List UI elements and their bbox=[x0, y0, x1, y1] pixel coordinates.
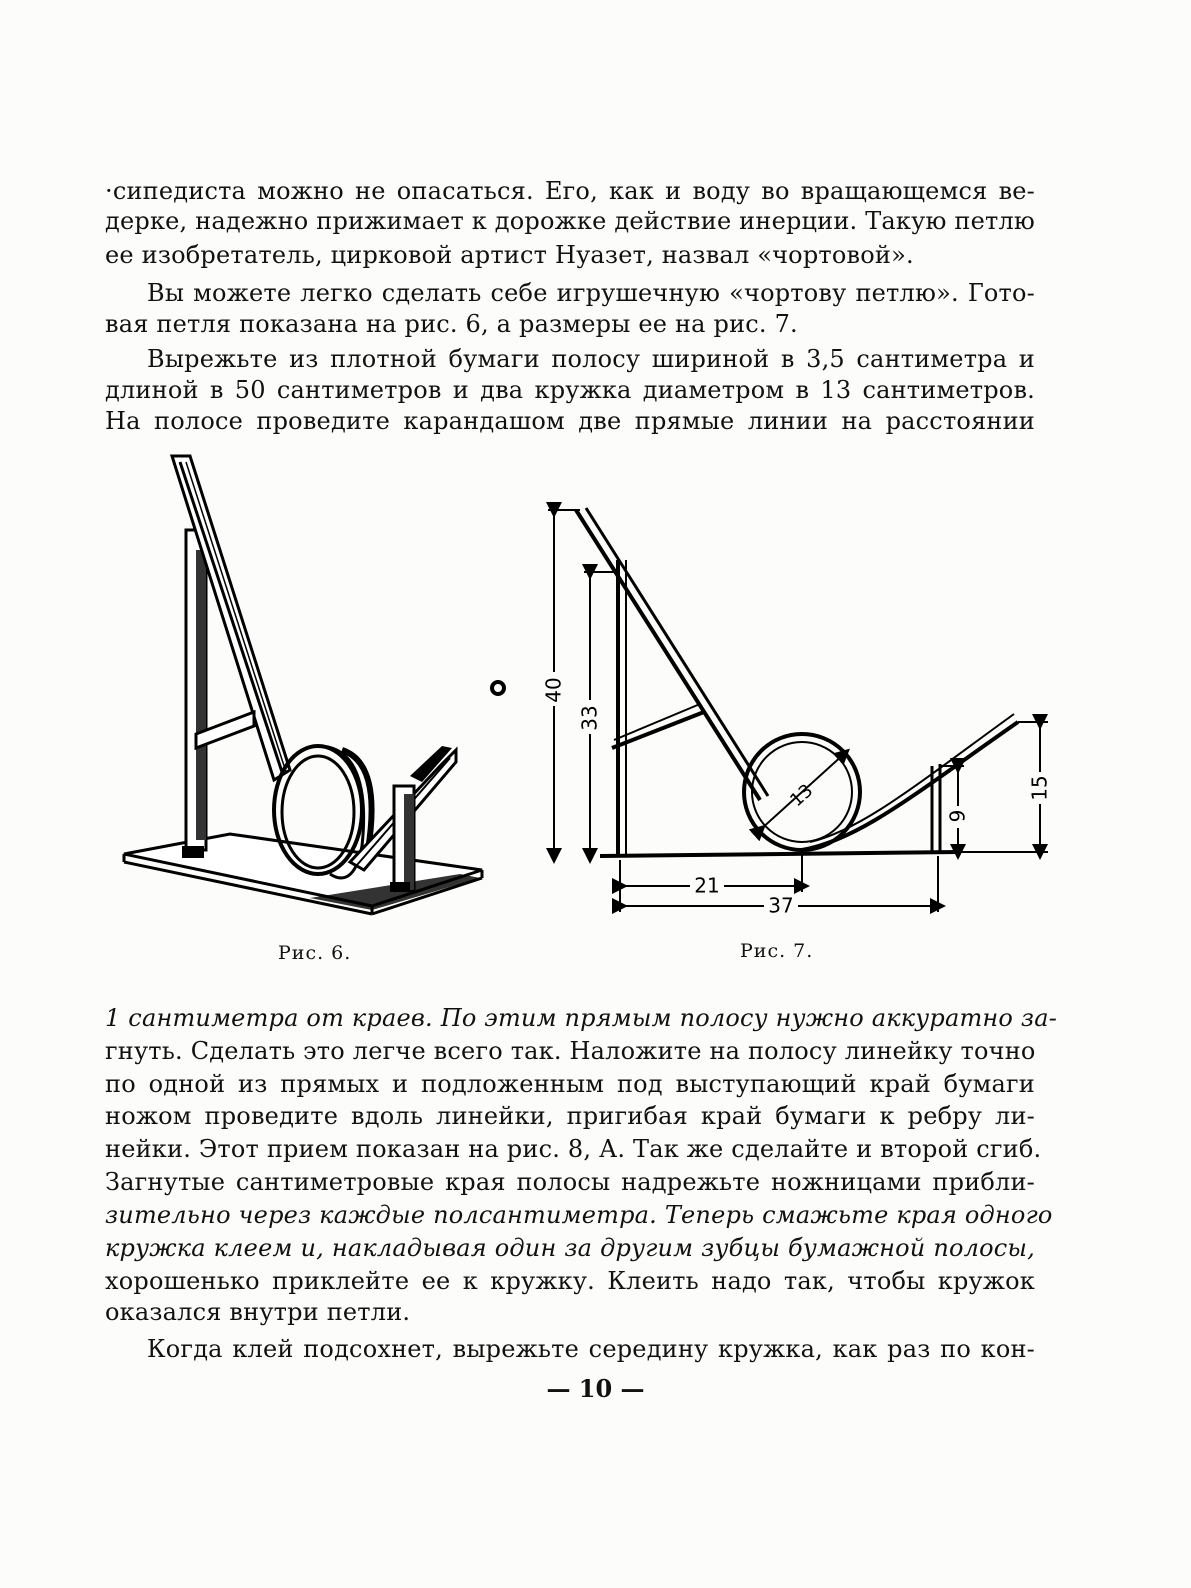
text-line: Вы можете легко сделать себе игрушечную «чортову петлю». Гото- bbox=[147, 279, 1035, 307]
dim-label-21: 21 bbox=[694, 873, 720, 898]
text-line: ножом проведите вдоль линейки, пригибая край бумаги к ребру ли- bbox=[105, 1102, 1035, 1130]
figure-6-caption: Рис. 6. bbox=[278, 942, 352, 964]
dim-label-13: 13 bbox=[786, 780, 818, 812]
text-line: На полосе проведите карандашом две прямые линии на расстоянии bbox=[105, 407, 1035, 435]
text-line: кружка клеем и, накладывая один за другим зубцы бумажной полосы, bbox=[105, 1234, 1035, 1262]
text-line: по одной из прямых и подложенным под выступающий край бумаги bbox=[105, 1070, 1035, 1098]
text-line: зительно через каждые полсантиметра. Теперь смажьте края одного bbox=[105, 1201, 1053, 1229]
text-line: дерке, надежно прижимает к дорожке действие инерции. Такую петлю bbox=[105, 207, 1035, 235]
text-line: ·сипедиста можно не опасаться. Его, как и воду во вращающемся ве- bbox=[105, 177, 1035, 205]
dim-label-33: 33 bbox=[577, 705, 602, 731]
text-line: ее изобретатель, цирковой артист Нуазет, назвал «чортовой». bbox=[105, 241, 914, 269]
text-line: нейки. Этот прием показан на рис. 8, А. Так же сделайте и второй сгиб. bbox=[105, 1135, 1042, 1163]
text-line: длиной в 50 сантиметров и два кружка диаметром в 13 сантиметров. bbox=[105, 376, 1035, 404]
dim-label-37: 37 bbox=[768, 893, 794, 918]
text-line: Вырежьте из плотной бумаги полосу шириной в 3,5 сантиметра и bbox=[147, 345, 1035, 373]
figure-7-dimension-drawing bbox=[540, 500, 1060, 920]
page-number: — 10 — bbox=[546, 1374, 645, 1403]
text-line: хорошенько приклейте ее к кружку. Клеить надо так, чтобы кружок bbox=[105, 1267, 1035, 1295]
figure-6-illustration bbox=[110, 450, 490, 920]
dim-label-40: 40 bbox=[541, 677, 566, 703]
text-line: вая петля показана на рис. 6, а размеры ее на рис. 7. bbox=[105, 310, 798, 338]
text-line: Когда клей подсохнет, вырежьте середину кружка, как раз по кон- bbox=[147, 1335, 1035, 1363]
figure-7-caption: Рис. 7. bbox=[740, 940, 814, 962]
text-line: Загнутые сантиметровые края полосы надрежьте ножницами прибли- bbox=[105, 1168, 1035, 1196]
text-line: оказался внутри петли. bbox=[105, 1298, 411, 1326]
dim-label-15: 15 bbox=[1027, 775, 1052, 801]
dim-label-9: 9 bbox=[945, 809, 970, 823]
text-line: 1 сантиметра от краев. По этим прямым полосу нужно аккуратно за- bbox=[105, 1004, 1058, 1032]
text-line: гнуть. Сделать это легче всего так. Наложите на полосу линейку точно bbox=[105, 1037, 1036, 1065]
print-dot-mark bbox=[488, 678, 508, 698]
